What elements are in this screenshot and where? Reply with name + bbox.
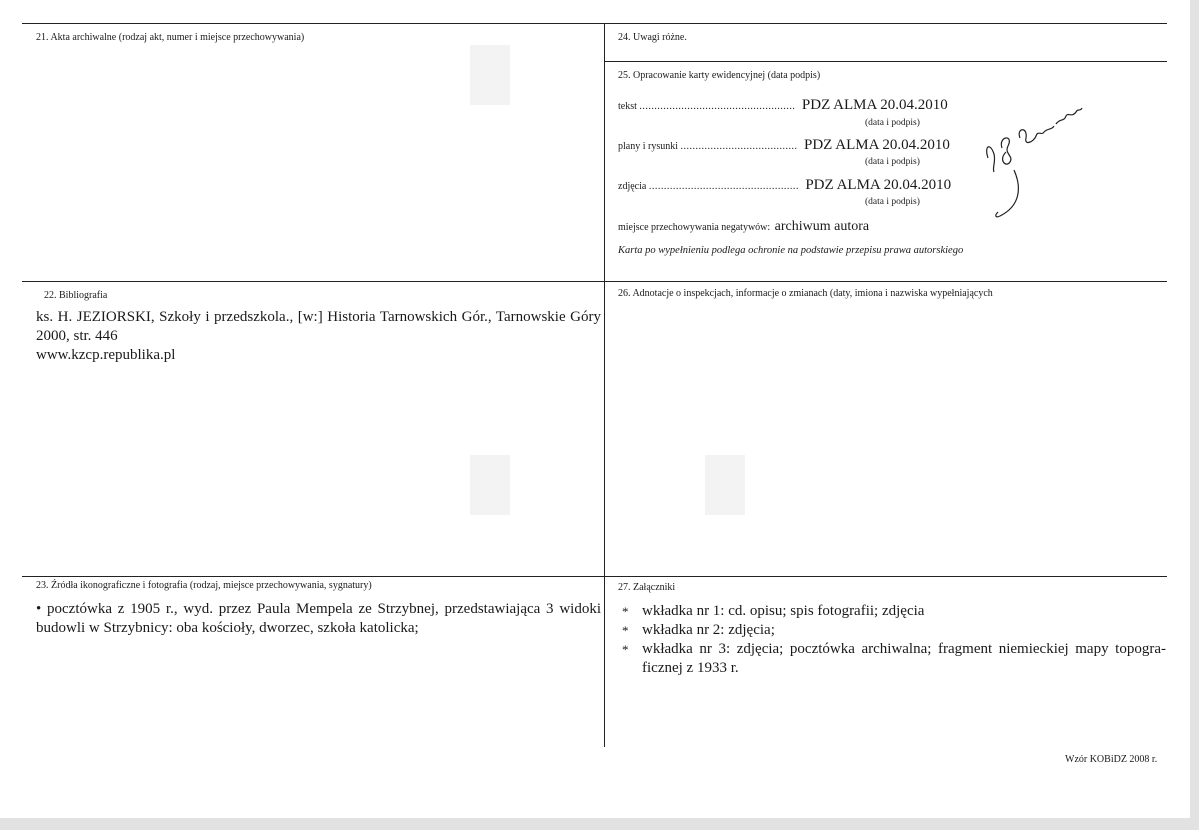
- s25-negatives-value: archiwum autora: [774, 219, 870, 234]
- bibliography-url: www.kzcp.republika.pl: [36, 347, 176, 363]
- list-item: [618, 602, 1166, 621]
- s25-negatives: [618, 219, 869, 235]
- s25-row-value: PDZ ALMA 20.04.2010: [801, 97, 948, 113]
- s25-copyright-note: Karta po wypełnieniu podlega ochronie na podstawie przepisu prawa autorskiego: [618, 245, 964, 256]
- scan-artifact: [470, 45, 510, 105]
- section-24-label: 24. Uwagi różne.: [618, 32, 687, 43]
- section-25-label: 25. Opracowanie karty ewidencyjnej (data podpis): [618, 70, 821, 81]
- list-item: [618, 621, 1166, 640]
- scan-artifact: [705, 455, 745, 515]
- s25-negatives-label: miejsce przechowywania negatywów:: [618, 222, 771, 233]
- s25-row-name: plany i rysunki: [618, 141, 678, 152]
- s25-row-value: PDZ ALMA 20.04.2010: [804, 137, 950, 153]
- s25-row-name: zdjęcia: [618, 181, 647, 192]
- column-divider: [604, 23, 605, 747]
- s24-s25-divider: [605, 61, 1167, 62]
- asterisk-icon: *: [622, 623, 629, 638]
- attachments-list: [618, 602, 1166, 678]
- s25-row-dots: ....................................................: [639, 101, 796, 112]
- scan-artifact: [470, 455, 510, 515]
- scan-edge: [1190, 0, 1199, 830]
- row1-row2-divider: [22, 281, 1167, 282]
- s25-row-sub: (data i podpis): [865, 118, 920, 128]
- section-23-sources: • pocztówka z 1905 r., wyd. przez Paula Mempela ze Strzybnej, przedstawiająca 3 widoki budowli w Strzybnicy: oba kościoły, dworzec, szkoła katolicka;: [36, 601, 601, 636]
- s25-row-plany: [618, 137, 950, 154]
- section-26-label: 26. Adnotacje o inspekcjach, informacje o zmianach (daty, imiona i nazwiska wypełniających: [618, 288, 993, 299]
- attachment-text: wkładka nr 3: zdjęcia; pocztówka archiwalna; fragment niemieckiej mapy topograficznej z 1933 r.: [642, 641, 1166, 676]
- s25-row-dots: ..................................................: [648, 181, 799, 192]
- scan-edge: [0, 818, 1199, 830]
- s25-row-sub: (data i podpis): [865, 197, 920, 207]
- form-template-footer: Wzór KOBiDZ 2008 r.: [1065, 754, 1158, 765]
- attachment-text: wkładka nr 2: zdjęcia;: [642, 622, 775, 638]
- section-27-label: 27. Załączniki: [618, 582, 676, 593]
- s25-row-name: tekst: [618, 101, 637, 112]
- asterisk-icon: *: [622, 642, 629, 657]
- section-21-label: 21. Akta archiwalne (rodzaj akt, numer i miejsce przechowywania): [36, 32, 305, 43]
- s25-row-tekst: [618, 97, 948, 114]
- section-22-label: 22. Bibliografia: [44, 290, 108, 301]
- top-border: [22, 23, 1167, 24]
- asterisk-icon: *: [622, 604, 629, 619]
- s25-row-value: PDZ ALMA 20.04.2010: [805, 177, 952, 193]
- section-23-label: 23. Źródła ikonograficzne i fotografia (rodzaj, miejsce przechowywania, sygnatury): [36, 580, 372, 591]
- s25-row-sub: (data i podpis): [865, 157, 920, 167]
- handwritten-signature-icon: [980, 98, 1090, 223]
- s25-row-zdjecia: [618, 177, 951, 194]
- attachment-text: wkładka nr 1: cd. opisu; spis fotografii; zdjęcia: [642, 603, 925, 619]
- list-item: [618, 640, 1166, 678]
- row2-row3-divider: [22, 576, 1167, 577]
- bibliography-entry: ks. H. JEZIORSKI, Szkoły i przedszkola., [w:] Historia Tarnowskich Gór., Tarnowskie Góry 2000, str. 446: [36, 309, 601, 344]
- s25-row-dots: .......................................: [680, 141, 798, 152]
- section-22-bibliography: [36, 308, 601, 365]
